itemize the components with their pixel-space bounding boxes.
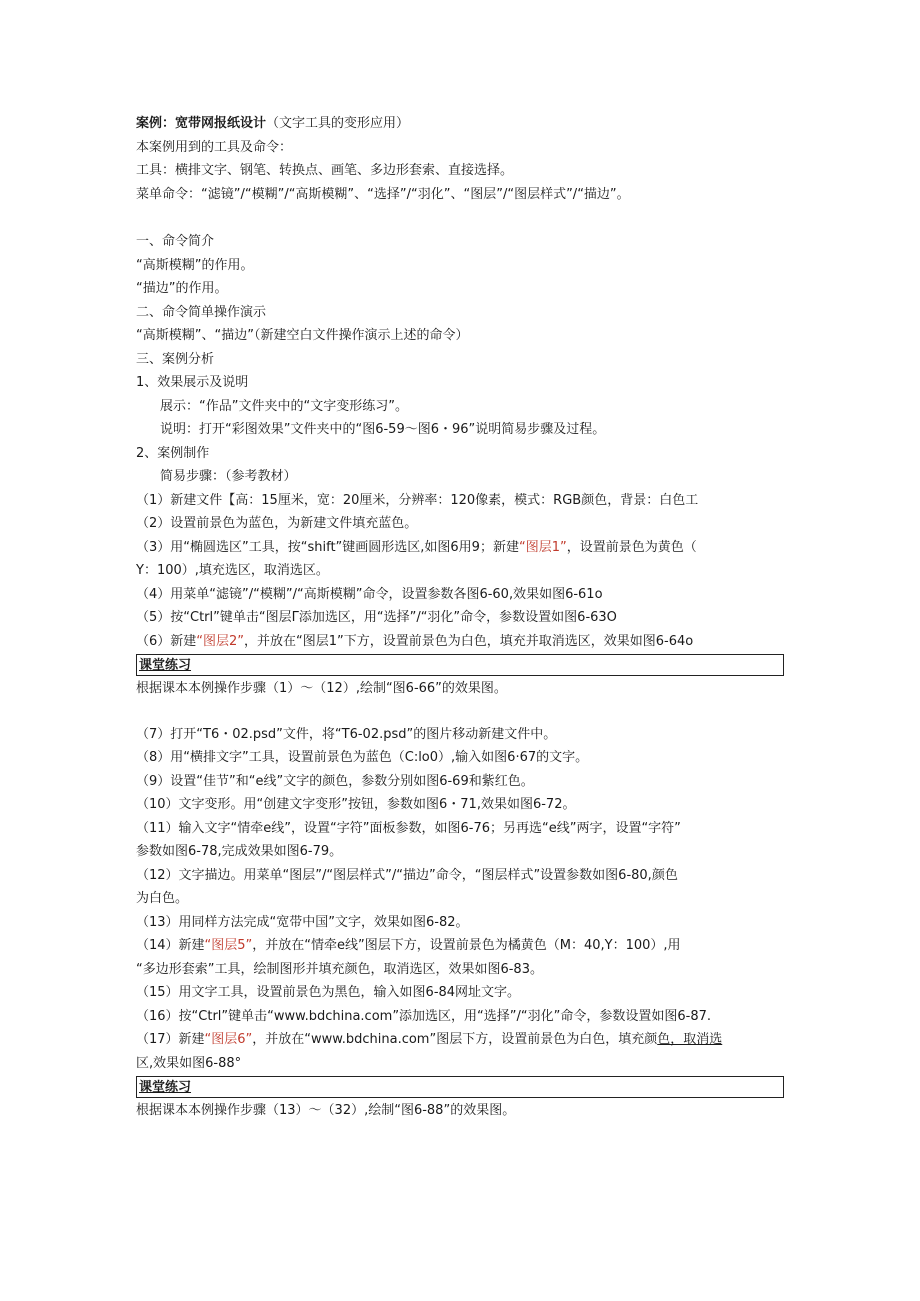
- step-11: （11）输入文字“情牵e线”，设置“字符”面板参数，如图6-76；另再选“e线”两字，设置“字符”: [136, 820, 681, 836]
- step-15: （15）用文字工具，设置前景色为黑色，输入如图6-84网址文字。: [136, 985, 521, 1000]
- step-3-text: （3）用“椭圆选区”工具，按“shift”键画圆形选区,如图6用9；新建: [136, 539, 519, 555]
- step-4: （4）用菜单“滤镜”/“模糊”/“高斯模糊”命令，设置参数各图6-60,效果如图6-61o: [136, 586, 603, 602]
- layer-highlight: “图层6”: [204, 1032, 253, 1047]
- practice-text: 根据课本本例操作步骤（13）～（32）,绘制“图6-88”的效果图。: [136, 1103, 516, 1118]
- section-heading-3: 三、案例分析: [136, 351, 215, 367]
- intro-line: 本案例用到的工具及命令：: [136, 139, 293, 155]
- layer-highlight: “图层1”: [518, 539, 567, 555]
- step-7: （7）打开“T6・02.psd”文件，将“T6-02.psd”的图片移动新建文件中。: [136, 726, 557, 742]
- section-heading-2: 二、命令简单操作演示: [136, 304, 267, 320]
- step-14-text: （14）新建: [136, 938, 205, 953]
- simple-steps-line: 简易步骤：（参考教材）: [160, 469, 297, 484]
- step-17-underlined: 色，取消选: [657, 1032, 723, 1047]
- step-2: （2）设置前景色为蓝色，为新建文件填充蓝色。: [136, 516, 418, 531]
- practice-heading-box: 课堂练习: [136, 1076, 784, 1098]
- step-9: （9）设置“佳节”和“e线”文字的颜色，参数分别如图6-69和紫红色。: [136, 773, 534, 789]
- step-10: （10）文字变形。用“创建文字变形”按钮，参数如图6・71,效果如图6-72。: [136, 797, 576, 812]
- step-14-continued: “多边形套索”工具，绘制图形并填充颜色，取消选区，效果如图6-83。: [136, 961, 543, 977]
- spacer: [136, 206, 816, 230]
- step-13: （13）用同样方法完成“宽带中国”文字，效果如图6-82。: [136, 914, 469, 930]
- menu-commands-line: 菜单命令：“滤镜”/“模糊”/“高斯模糊”、“选择”/“羽化”、“图层”/“图层样式”/“描边”。: [136, 186, 630, 202]
- case-title-subtitle: （文字工具的变形应用）: [266, 116, 410, 131]
- section-item: “高斯模糊”、“描边”（新建空白文件操作演示上述的命令）: [136, 328, 469, 343]
- section-item: “描边”的作用。: [136, 281, 228, 296]
- step-17-continued: 区,效果如图6-88°: [136, 1055, 242, 1071]
- step-3-text: ，设置前景色为黄色（: [566, 539, 697, 555]
- step-17: [136, 1028, 816, 1052]
- step-12: （12）文字描边。用菜单“图层”/“图层样式”/“描边”命令，“图层样式”设置参数如图6-80,颜色: [136, 867, 678, 883]
- practice-heading-box: 课堂练习: [136, 654, 784, 676]
- layer-highlight: “图层5”: [204, 938, 253, 953]
- step-17-text: ，并放在“www.bdchina.com”图层下方，设置前景色为白色，填充颜: [252, 1032, 658, 1047]
- step-6-text: （6）新建: [136, 633, 197, 649]
- step-17-text: （17）新建: [136, 1032, 205, 1047]
- show-line: 展示：“作品”文件夹中的“文字变形练习”。: [160, 398, 408, 414]
- step-11-continued: 参数如图6-78,完成效果如图6-79。: [136, 844, 343, 859]
- step-6-text: ，并放在“图层1”下方，设置前景色为白色，填充并取消选区，效果如图6-64o: [244, 633, 694, 649]
- step-16: （16）按“Ctrl”键单击“www.bdchina.com”添加选区，用“选择”/“羽化”命令，参数设置如图6-87.: [136, 1008, 712, 1024]
- step-5: （5）按“Ctrl”键单击“图层Γ添加选区，用“选择”/“羽化”命令，参数设置如图6-63O: [136, 610, 617, 625]
- layer-highlight: “图层2”: [196, 633, 245, 649]
- step-3: [136, 536, 816, 560]
- subsection-heading: 2、案例制作: [136, 445, 210, 461]
- step-1: （1）新建文件【高：15厘米，宽：20厘米，分辨率：120像素，模式：RGB颜色，背景：白色工: [136, 492, 699, 508]
- step-8: （8）用“横排文字”工具，设置前景色为蓝色（C:lo0）,输入如图6·67的文字。: [136, 750, 589, 765]
- document-body: [136, 112, 816, 1123]
- tools-line: 工具：横排文字、钢笔、转换点、画笔、多边形套索、直接选择。: [136, 163, 514, 178]
- section-item: “高斯模糊”的作用。: [136, 257, 254, 273]
- spacer: [136, 701, 816, 723]
- practice-text: 根据课本本例操作步骤（1）～（12）,绘制“图6-66”的效果图。: [136, 681, 507, 696]
- step-3-continued: Y：100）,填充选区，取消选区。: [136, 563, 329, 578]
- step-14: [136, 934, 816, 958]
- case-title: [136, 112, 816, 136]
- step-14-text: ，并放在“情牵e线”图层下方，设置前景色为橘黄色（M：40,Y：100）,用: [252, 938, 681, 953]
- step-6: [136, 630, 816, 654]
- case-title-bold: 案例：宽带网报纸设计: [136, 116, 267, 131]
- section-heading-1: 一、命令简介: [136, 234, 215, 249]
- step-12-continued: 为白色。: [136, 891, 189, 906]
- subsection-heading: 1、效果展示及说明: [136, 375, 249, 390]
- explain-line: 说明：打开“彩图效果”文件夹中的“图6-59～图6・96”说明简易步骤及过程。: [160, 422, 606, 437]
